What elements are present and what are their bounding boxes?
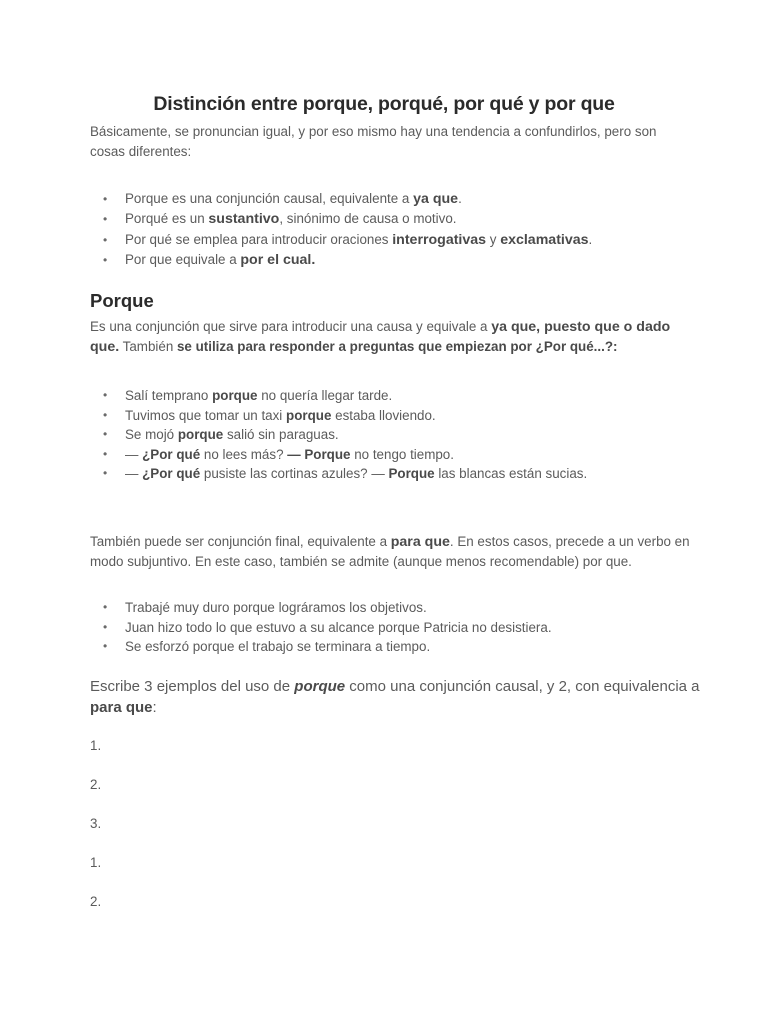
bold-term: ya que, puesto que o dado que. <box>90 319 671 355</box>
item-text: las blancas están sucias. <box>434 466 588 482</box>
desc-text: También <box>119 339 177 354</box>
exercise-prompt <box>90 676 700 718</box>
final-examples-list <box>90 598 552 657</box>
bold-term: por el cual. <box>240 252 316 269</box>
item-text: pusiste las cortinas azules? — <box>200 466 389 482</box>
list-item <box>90 386 587 406</box>
item-text: Salí temprano <box>125 388 213 403</box>
section-heading-porque: Porque <box>90 290 154 311</box>
list-item <box>90 445 587 465</box>
list-item <box>90 425 587 445</box>
bold-term: — Porque <box>287 446 351 462</box>
bold-term: porque <box>286 407 332 423</box>
bold-term: porque <box>177 427 224 443</box>
final-conjunction-paragraph <box>90 532 690 572</box>
bold-term: ¿Por qué <box>142 446 201 462</box>
answer-number: 1. <box>90 855 102 870</box>
answer-number: 2. <box>90 894 102 909</box>
item-text: Porque es una conjunción causal, equivalente a <box>125 191 414 206</box>
item-text: . <box>588 231 593 247</box>
list-item <box>90 406 587 426</box>
bold-term: para que <box>390 534 450 550</box>
item-text: Se mojó <box>125 427 178 443</box>
item-text: . <box>458 191 462 206</box>
prompt-text: como una conjunción causal, y 2, con equivalencia a <box>345 678 700 695</box>
answer-number: 1. <box>90 738 102 753</box>
desc-text: Es una conjunción que sirve para introducir una causa y equivale a <box>90 319 492 334</box>
list-item: • Se esforzó porque el trabajo se terminara a tiempo. <box>90 637 552 657</box>
porque-description <box>90 317 690 357</box>
item-text: estaba lloviendo. <box>331 407 436 423</box>
item-text: — <box>125 446 143 462</box>
answer-number: 3. <box>90 816 102 831</box>
item-text: no quería llegar tarde. <box>257 388 393 403</box>
item-text: y <box>486 231 501 247</box>
bold-term: para que <box>90 699 153 716</box>
item-text: Por qué se emplea para introducir oraciones <box>125 231 393 247</box>
list-item: • Juan hizo todo lo que estuvo a su alcance porque Patricia no desistiera. <box>90 618 552 638</box>
bold-term: interrogativas <box>392 231 487 248</box>
intro-paragraph: Básicamente, se pronuncian igual, y por eso mismo hay una tendencia a confundirlos, pero son cosas diferentes: <box>90 124 657 159</box>
para-text: También puede ser conjunción final, equivalente a <box>90 534 391 549</box>
item-text: Tuvimos que tomar un taxi <box>125 407 287 423</box>
bold-italic-term: porque <box>294 678 346 695</box>
summary-list <box>90 189 592 271</box>
para-text: . En estos casos, precede a un verbo en modo subjuntivo. En este caso, también se admite (aunque menos recomendable) por que. <box>90 534 690 569</box>
porque-examples-list <box>90 386 587 484</box>
page-title: Distinción entre porque, porqué, por qué y por que <box>153 93 615 115</box>
bold-term: porque <box>212 388 258 403</box>
bold-term: exclamativas <box>500 231 589 248</box>
bold-term: sustantivo <box>208 211 280 228</box>
list-item <box>90 464 587 484</box>
item-text: — <box>125 466 143 482</box>
list-item <box>90 189 592 209</box>
item-text: Porqué es un <box>125 211 209 227</box>
list-item: • Trabajé muy duro porque lográramos los objetivos. <box>90 598 552 618</box>
item-text: Por que equivale a <box>125 252 241 268</box>
item-text: , sinónimo de causa o motivo. <box>279 211 457 227</box>
item-text: no lees más? <box>200 446 288 462</box>
bold-term: se utiliza para responder a preguntas que empiezan por ¿Por qué...?: <box>176 339 618 354</box>
bold-term: ¿Por qué <box>142 466 201 482</box>
list-item <box>90 230 592 250</box>
item-text: no tengo tiempo. <box>350 446 454 462</box>
item-text: salió sin paraguas. <box>223 427 339 443</box>
prompt-text: Escribe 3 ejemplos del uso de <box>90 678 295 695</box>
bold-term: ya que <box>413 191 459 207</box>
answer-number: 2. <box>90 777 102 792</box>
bold-term: Porque <box>388 466 435 482</box>
list-item <box>90 250 592 270</box>
prompt-text: : <box>152 699 157 716</box>
list-item <box>90 209 592 229</box>
